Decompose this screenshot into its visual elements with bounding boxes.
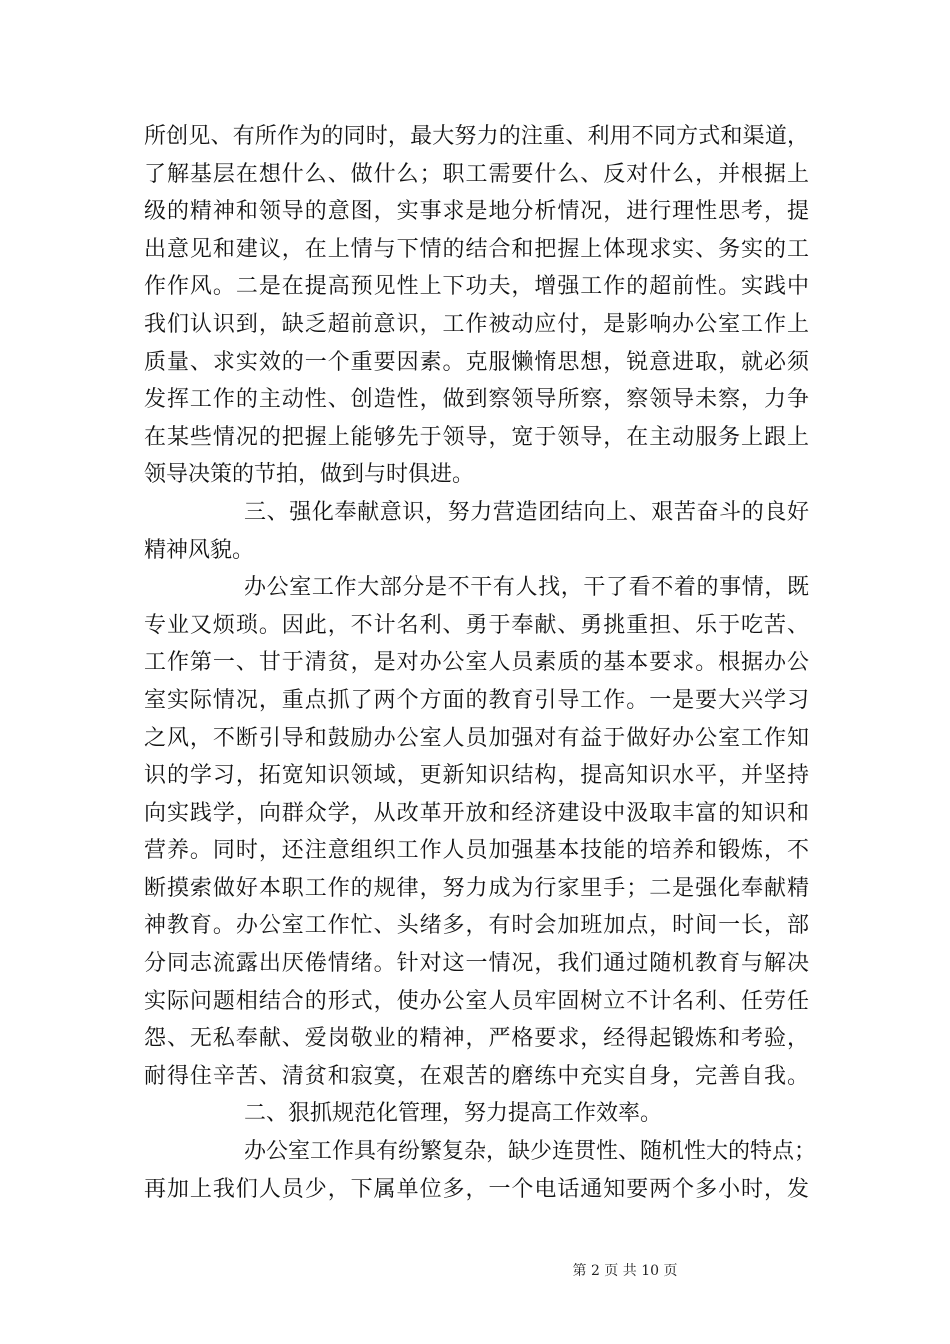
text-line: 耐得住辛苦、清贫和寂寞，在艰苦的磨练中充实自身，完善自我。 [144,1063,809,1089]
text-line: 了解基层在想什么、做什么；职工需要什么、反对什么，并根据上 [144,161,809,187]
text-line: 营养。同时，还注意组织工作人员加强基本技能的培养和锻炼，不 [144,838,809,864]
text-line: 在某些情况的把握上能够先于领导，宽于领导，在主动服务上跟上 [144,424,809,450]
document-body [144,118,817,1208]
text-line: 识的学习，拓宽知识领域，更新知识结构，提高知识水平，并坚持 [144,763,809,789]
text-line: 分同志流露出厌倦情绪。针对这一情况，我们通过随机教育与解决 [144,951,809,977]
text-line: 实际问题相结合的形式，使办公室人员牢固树立不计名利、任劳任 [144,988,809,1014]
text-line: 质量、求实效的一个重要因素。克服懒惰思想，锐意进取，就必须 [144,349,809,375]
text-line: 怨、无私奉献、爱岗敬业的精神，严格要求，经得起锻炼和考验， [144,1026,809,1052]
section-heading: 二、狠抓规范化管理，努力提高工作效率。 [244,1101,663,1127]
text-line: 向实践学，向群众学，从改革开放和经济建设中汲取丰富的知识和 [144,800,809,826]
text-line: 所创见、有所作为的同时，最大努力的注重、利用不同方式和渠道， [144,124,809,149]
text-line: 断摸索做好本职工作的规律，努力成为行家里手；二是强化奉献精 [144,875,809,901]
text-line: 神教育。办公室工作忙、头绪多，有时会加班加点，时间一长，部 [144,913,809,939]
text-line: 之风，不断引导和鼓励办公室人员加强对有益于做好办公室工作知 [144,725,809,751]
text-line: 再加上我们人员少，下属单位多，一个电话通知要两个多小时，发 [144,1176,809,1202]
page-number: 第 2 页 共 10 页 [572,1263,678,1279]
text-line: 我们认识到，缺乏超前意识，工作被动应付，是影响办公室工作上 [144,311,809,337]
section-heading-cont: 精神风貌。 [144,537,255,563]
section-heading: 三、强化奉献意识，努力营造团结向上、艰苦奋斗的良好 [244,499,809,525]
page-footer [0,1260,950,1280]
text-line: 室实际情况，重点抓了两个方面的教育引导工作。一是要大兴学习 [144,687,809,713]
text-line: 作作风。二是在提高预见性上下功夫，增强工作的超前性。实践中 [144,274,809,300]
text-line: 出意见和建议，在上情与下情的结合和把握上体现求实、务实的工 [144,236,809,262]
text-line: 级的精神和领导的意图，实事求是地分析情况，进行理性思考，提 [144,199,809,225]
text-line: 工作第一、甘于清贫，是对办公室人员素质的基本要求。根据办公 [144,650,809,676]
paragraph-first-line: 办公室工作具有纷繁复杂，缺少连贯性、随机性大的特点； [244,1139,817,1165]
paragraph-first-line: 办公室工作大部分是不干有人找，干了看不着的事情，既 [244,575,809,601]
text-line: 专业又烦琐。因此，不计名利、勇于奉献、勇挑重担、乐于吃苦、 [144,612,809,638]
text-line: 发挥工作的主动性、创造性，做到察领导所察，察领导未察，力争 [144,387,809,413]
text-line: 领导决策的节拍，做到与时俱进。 [144,462,475,488]
